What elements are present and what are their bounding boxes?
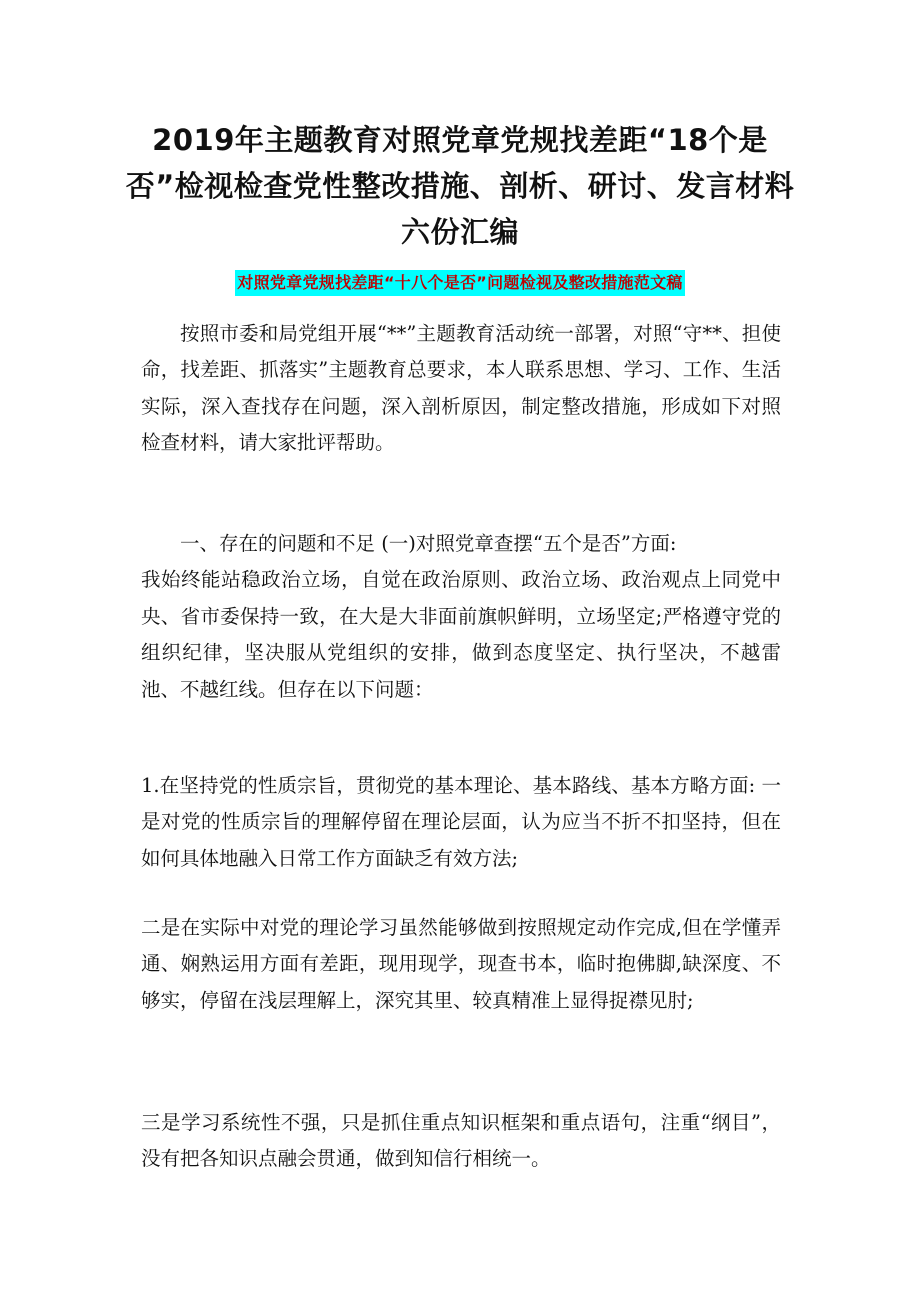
document-subtitle: 对照党章党规找差距“十八个是否”问题检视及整改措施范文稿 (235, 270, 684, 296)
problem-item-3: 三是学习系统性不强，只是抓住重点知识框架和重点语句，注重“纲目”，没有把各知识点融会贯通，做到知信行相统一。 (141, 1111, 781, 1171)
section-one-heading: 一、存在的问题和不足 (一)对照党章查摆“五个是否”方面: (180, 532, 677, 555)
intro-paragraph: 按照市委和局党组开展“**”主题教育活动统一部署，对照“守**、担使命，找差距、抓落实”主题教育总要求，本人联系思想、学习、工作、生活实际，深入查找存在问题，深入剖析原因，制定整改措施，形成如下对照检查材料，请大家批评帮助。 (141, 322, 781, 455)
problem-item-2: 二是在实际中对党的理论学习虽然能够做到按照规定动作完成,但在学懂弄通、娴熟运用方面有差距，现用现学，现查书本，临时抱佛脚,缺深度、不够实，停留在浅层理解上，深究其里、较真精准上显得捉襟见肘; (141, 916, 781, 1012)
document-title: 2019年主题教育对照党章党规找差距“18个是否”检视检查党性整改措施、剖析、研讨、发言材料六份汇编 (125, 123, 795, 249)
subtitle-container (0, 270, 920, 296)
section-one-body: 我始终能站稳政治立场，自觉在政治原则、政治立场、政治观点上同党中央、省市委保持一致，在大是大非面前旗帜鲜明，立场坚定;严格遵守党的组织纪律，坚决服从党组织的安排，做到态度坚定、执行坚决，不越雷池、不越红线。但存在以下问题： (141, 568, 781, 701)
problem-item-1: 1.在坚持党的性质宗旨，贯彻党的基本理论、基本路线、基本方略方面: 一是对党的性质宗旨的理解停留在理论层面，认为应当不折不扣坚持，但在如何具体地融入日常工作方面缺乏有效方法; (141, 774, 781, 870)
section-one (141, 526, 781, 708)
